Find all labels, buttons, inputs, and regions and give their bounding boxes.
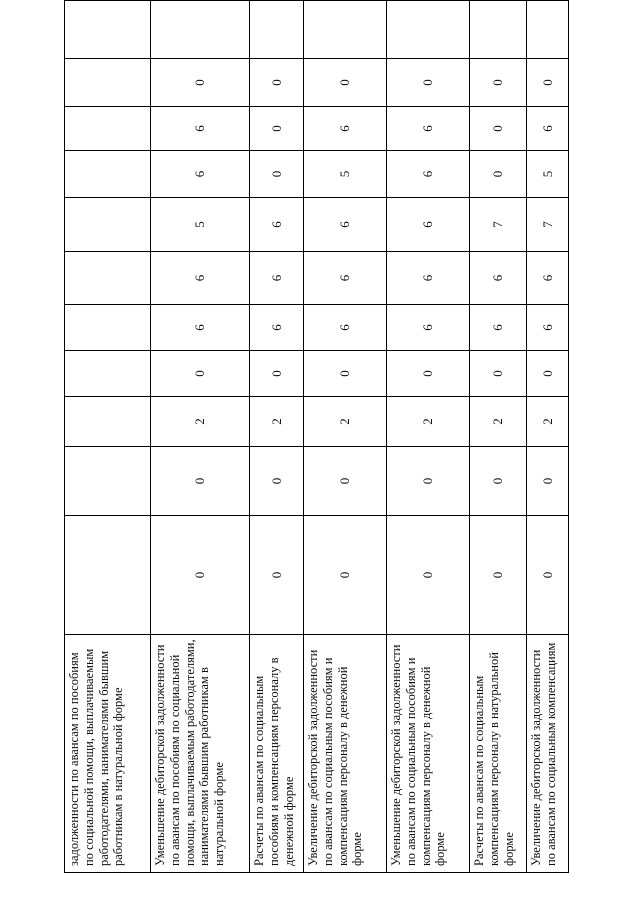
cell: 6 (304, 198, 387, 252)
cell: 0 (250, 59, 304, 107)
cell: 6 (387, 151, 470, 198)
row-label: Уменьшение дебиторской задолженности по авансам по пособиям по социальной помощи, выплачиваемым работодателями, нанимателями бывшим работникам в натуральной форме (151, 635, 250, 873)
cell (65, 351, 151, 397)
table-row (527, 1, 569, 873)
cell: 6 (151, 151, 250, 198)
cell: 2 (387, 397, 470, 447)
cell (65, 516, 151, 635)
cell: 0 (250, 151, 304, 198)
cell: 7 (470, 198, 527, 252)
cell: 0 (304, 447, 387, 516)
cell (470, 1, 527, 59)
cell: 6 (151, 252, 250, 305)
cell: 0 (527, 447, 569, 516)
cell: 2 (250, 397, 304, 447)
cell (65, 151, 151, 198)
cell (65, 305, 151, 351)
cell: 0 (250, 447, 304, 516)
table-row (65, 1, 151, 873)
cell: 0 (527, 351, 569, 397)
cell: 6 (151, 107, 250, 151)
cell: 0 (151, 59, 250, 107)
cell: 0 (151, 447, 250, 516)
row-label: задолженности по авансам по пособиям по социальной помощи, выплачиваемым работодателями, нанимателями бывшим работникам в натуральной форме (65, 635, 151, 873)
cell: 0 (470, 107, 527, 151)
cell: 6 (304, 107, 387, 151)
cell (387, 1, 470, 59)
cell: 0 (470, 351, 527, 397)
cell: 6 (387, 107, 470, 151)
row-label: Уменьшение дебиторской задолженности по авансам по социальным пособиям и компенсациям персоналу в денежной форме (387, 635, 470, 873)
cell: 0 (304, 516, 387, 635)
table-row (250, 1, 304, 873)
cell: 0 (387, 516, 470, 635)
cell: 0 (387, 351, 470, 397)
row-label: Расчеты по авансам по социальным пособиям и компенсациям персоналу в денежной форме (250, 635, 304, 873)
cell: 2 (151, 397, 250, 447)
cell: 0 (151, 516, 250, 635)
cell: 6 (250, 198, 304, 252)
cell: 5 (527, 151, 569, 198)
cell (65, 107, 151, 151)
cell: 2 (527, 397, 569, 447)
table-row (470, 1, 527, 873)
cell: 6 (151, 305, 250, 351)
cell: 6 (250, 305, 304, 351)
cell: 5 (304, 151, 387, 198)
cell: 6 (250, 252, 304, 305)
table-row (304, 1, 387, 873)
cell: 0 (470, 151, 527, 198)
row-label: Увеличение дебиторской задолженности по авансам по социальным пособиям и компенсациям персоналу в денежной форме (304, 635, 387, 873)
cell: 0 (470, 516, 527, 635)
cell: 6 (304, 252, 387, 305)
cell (304, 1, 387, 59)
cell: 6 (527, 107, 569, 151)
cell: 0 (304, 351, 387, 397)
cell (65, 397, 151, 447)
cell: 6 (304, 305, 387, 351)
cell: 0 (151, 351, 250, 397)
row-label: Увеличение дебиторской задолженности по авансам по социальным компенсациям (527, 635, 569, 873)
table-row (387, 1, 470, 873)
cell: 6 (387, 198, 470, 252)
accounts-table (64, 0, 569, 873)
cell: 0 (250, 351, 304, 397)
rotated-table-container (64, 61, 568, 873)
row-label: Расчеты по авансам по социальным компенсациям персоналу в натуральной форме (470, 635, 527, 873)
cell (250, 1, 304, 59)
cell: 6 (527, 305, 569, 351)
cell: 0 (387, 59, 470, 107)
cell (65, 447, 151, 516)
cell: 6 (470, 305, 527, 351)
cell: 6 (387, 252, 470, 305)
cell: 2 (304, 397, 387, 447)
cell: 0 (527, 516, 569, 635)
cell: 0 (527, 59, 569, 107)
cell (527, 1, 569, 59)
cell: 6 (387, 305, 470, 351)
cell: 0 (470, 59, 527, 107)
cell: 0 (387, 447, 470, 516)
table-row (151, 1, 250, 873)
cell (65, 59, 151, 107)
cell (65, 198, 151, 252)
cell: 5 (151, 198, 250, 252)
cell (65, 1, 151, 59)
cell (65, 252, 151, 305)
cell: 2 (470, 397, 527, 447)
cell: 0 (470, 447, 527, 516)
cell: 0 (250, 516, 304, 635)
cell: 0 (250, 107, 304, 151)
cell: 6 (470, 252, 527, 305)
cell (151, 1, 250, 59)
cell: 0 (304, 59, 387, 107)
cell: 6 (527, 252, 569, 305)
cell: 7 (527, 198, 569, 252)
